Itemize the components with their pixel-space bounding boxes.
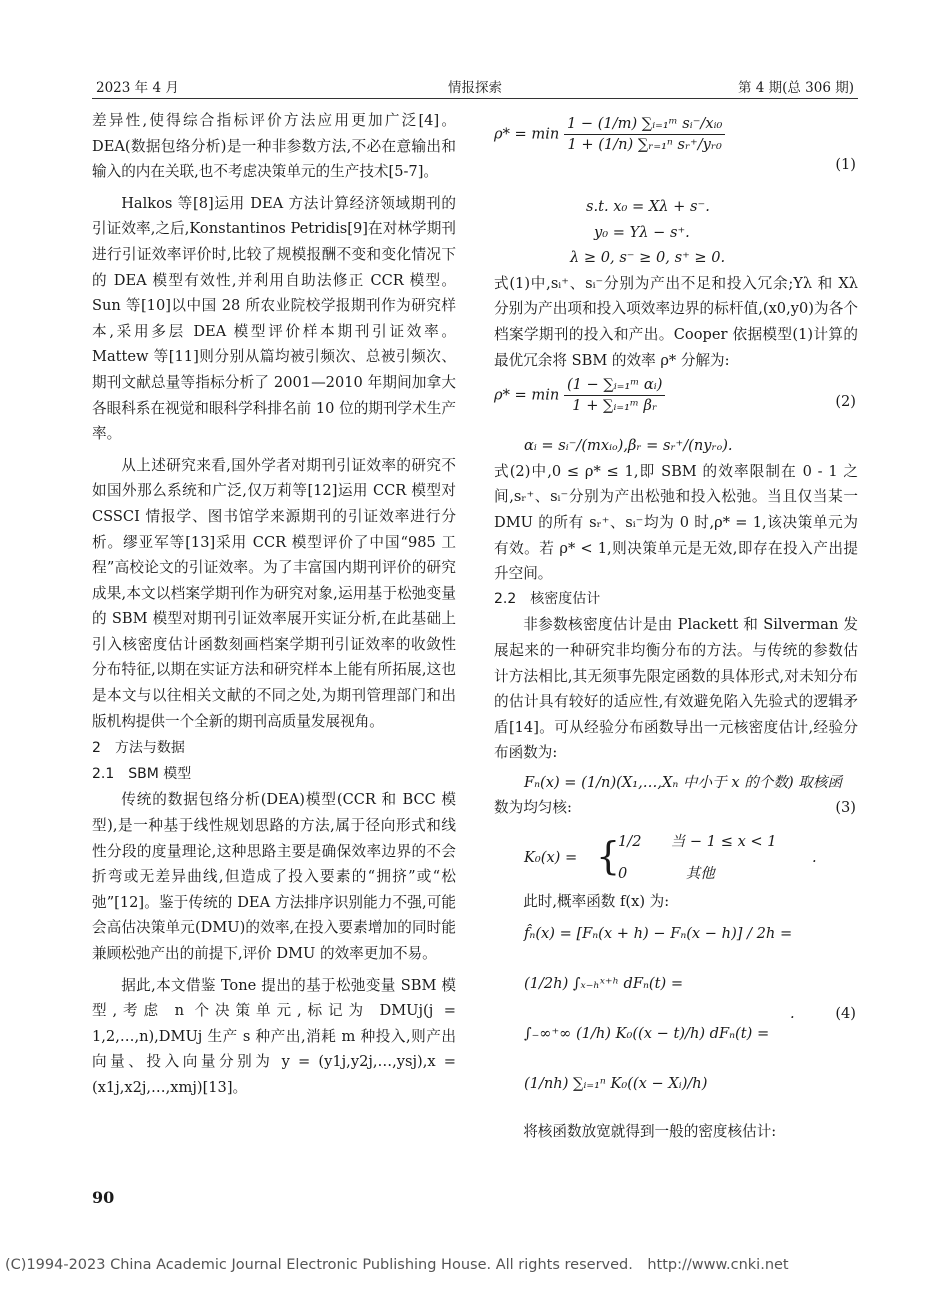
eq2-numerator: (1 − ∑ᵢ₌₁ᵐ αᵢ) — [564, 375, 665, 396]
eq2-definitions: αᵢ = sᵢ⁻/(mxᵢₒ),βᵣ = sᵣ⁺/(nyᵣₒ). — [524, 437, 733, 455]
page-number: 90 — [92, 1188, 115, 1207]
k0-lhs: K₀(x) = — [524, 849, 578, 867]
k0-brace: { — [596, 834, 621, 879]
equation-k0 — [494, 825, 858, 889]
left-column — [92, 108, 456, 1101]
k0-case-2: 0 其他 — [618, 865, 715, 883]
eq1-numerator: 1 − (1/m) ∑ᵢ₌₁ᵐ sᵢ⁻/xᵢ₀ — [564, 114, 725, 135]
section-2-1-heading: 2.1 SBM 模型 — [92, 765, 192, 782]
paragraph-6: 式(1)中,sᵢ⁺、sᵢ⁻分别为产出不足和投入冗余;Yλ 和 Xλ 分别为产出项和投入项效率边界的标杆值,(x0,y0)为各个档案学期刊的投入和产出。Cooper 依据模型(1)计算的最优冗余将 SBM 的效率 ρ* 分解为: — [494, 274, 858, 369]
equation-2 — [494, 373, 858, 433]
paragraph-10: 将核函数放宽就得到一般的密度核估计: — [523, 1122, 777, 1140]
eq4-line-2: (1/2h) ∫ₓ₋ₕˣ⁺ʰ dFₙ(t) = — [524, 974, 684, 992]
eq1-lhs: ρ* = min — [494, 125, 560, 143]
eq2-lhs: ρ* = min — [494, 386, 560, 404]
section-2-heading: 2 方法与数据 — [92, 740, 185, 757]
header-journal: 情报探索 — [448, 80, 502, 96]
paragraph-9: 此时,概率函数 f(x) 为: — [523, 893, 670, 911]
eq1-denominator: 1 + (1/n) ∑ᵣ₌₁ⁿ sᵣ⁺/yᵣ₀ — [567, 136, 722, 153]
header-issue: 第 4 期(总 306 期) — [737, 80, 854, 96]
copyright-footer: (C)1994-2023 China Academic Journal Electronic Publishing House. All rights reserved. http://www.cnki.net — [5, 1257, 789, 1273]
equation-3: Fₙ(x) = (1/n)(X₁,…,Xₙ 中小于 x 的个数) 取核函 — [524, 773, 843, 791]
eq3-number: (3) — [835, 799, 856, 817]
paragraph-7: 式(2)中,0 ≤ ρ* ≤ 1,即 SBM 的效率限制在 0 - 1 之间,sᵣ⁺、sᵢ⁻分别为产出松弛和投入松弛。当且仅当某一 DMU 的所有 sᵣ⁺、sᵢ⁻均为 0 时,ρ* = 1,该决策单元为有效。若 ρ* < 1,则决策单元是无效,即存在投入产出提升空间。 — [494, 462, 858, 583]
paragraph-2: Halkos 等[8]运用 DEA 方法计算经济领域期刊的引证效率,之后,Konstantinos Petridis[9]在对林学期刊进行引证效率评价时,比较了规模报酬不变和变化情况下的 DEA 模型有效性,并利用自助法修正 CCR 模型。Sun 等[10]以中国 28 所农业院校学报期刊作为研究样本,采用多层 DEA 模型评价样本期刊引证效率。Mattew 等[11]则分别从篇均被引频次、总被引频次、期刊文献总量等指标分析了 2001—2010 年期间加拿大各眼科系在视觉和眼科学科排名前 10 位的期刊学术生产率。 — [92, 194, 456, 443]
header-rule — [92, 98, 858, 99]
section-2-2-heading: 2.2 核密度估计 — [494, 590, 601, 607]
right-column — [494, 108, 858, 1144]
eq1-number: (1) — [835, 156, 856, 173]
eq4-line-3: ∫₋∞⁺∞ (1/h) K₀((x − t)/h) dFₙ(t) = — [524, 1024, 770, 1042]
eq3-continuation — [494, 795, 858, 821]
eq3-continuation-text: 数为均匀核: — [494, 799, 572, 817]
paragraph-8: 非参数核密度估计是由 Plackett 和 Silverman 发展起来的一种研究非均衡分布的方法。与传统的参数估计方法相比,其无须事先限定函数的具体形式,对未知分布的估计具有较好的适应性,有效避免陷入先验式的逻辑矛盾[14]。可从经验分布函数导出一元核密度估计,经验分布函数为: — [494, 616, 858, 762]
header-date: 2023 年 4 月 — [96, 80, 179, 96]
paragraph-3: 从上述研究来看,国外学者对期刊引证效率的研究不如国外那么系统和广泛,仅万莉等[12]运用 CCR 模型对 CSSCI 情报学、图书馆学来源期刊的引证效率进行分析。缪亚军等[13]采用 CCR 模型评价了中国“985 工程”高校论文的引证效率。为了丰富国内期刊评价的研究成果,本文以档案学期刊作为研究对象,运用基于松弛变量的 SBM 模型对期刊引证效率展开实证分析,在此基础上引入核密度估计函数刻画档案学期刊引证效率的收敛性分布特征,以期在实证方法和研究样本上能有所拓展,这也是本文与以往相关文献的不同之处,为期刊管理部门和出版机构提供一个全新的期刊高质量发展视角。 — [92, 456, 456, 730]
paragraph-5: 据此,本文借鉴 Tone 提出的基于松弛变量 SBM 模型,考虑 n 个决策单元,标记为 DMUj(j = 1,2,…,n),DMUj 生产 s 种产出,消耗 m 种投入,则产出向量、投入向量分别为 y = (y1j,y2j,…,ysj),x = (x1j,x2j,…,xmj)[13]。 — [92, 976, 456, 1096]
eq2-denominator: 1 + ∑ᵢ₌₁ᵐ βᵣ — [572, 397, 658, 415]
eq4-line-4: (1/nh) ∑ᵢ₌₁ⁿ K₀((x − Xᵢ)/h) — [524, 1074, 708, 1092]
equation-1-objective — [494, 108, 858, 194]
eq1-constraint-2: y₀ = Yλ − s⁺. — [594, 223, 690, 241]
eq4-line-1: f̂ₙ(x) = [Fₙ(x + h) − Fₙ(x − h)] / 2h = — [524, 924, 793, 942]
eq4-number: (4) — [835, 1004, 856, 1022]
eq4-period: . — [790, 1004, 795, 1022]
equation-4 — [494, 915, 858, 1119]
eq2-number: (2) — [835, 393, 856, 411]
k0-case-1: 1/2 当 − 1 ≤ x < 1 — [618, 833, 777, 851]
eq2-fraction — [564, 375, 665, 416]
eq1-constraint-3: λ ≥ 0, s⁻ ≥ 0, s⁺ ≥ 0. — [570, 249, 726, 267]
k0-period: . — [812, 849, 817, 867]
eq1-constraint-1: s.t. x₀ = Xλ + s⁻. — [586, 198, 710, 215]
paragraph-4: 传统的数据包络分析(DEA)模型(CCR 和 BCC 模型),是一种基于线性规划思路的方法,属于径向形式和线性分段的度量理论,这种思路主要是确保效率边界的不会折弯或无差异曲线,但造成了投入要素的“拥挤”或“松弛”[12]。鉴于传统的 DEA 方法排序识别能力不强,可能会高估决策单元(DMU)的效率,在投入要素增加的同时能兼顾松弛产出的前提下,评价 DMU 的效率更加不易。 — [92, 791, 456, 962]
paragraph-1: 差异性,使得综合指标评价方法应用更加广泛[4]。DEA(数据包络分析)是一种非参数方法,不必在意输出和输入的内在关联,也不考虑决策单元的生产技术[5-7]。 — [92, 112, 456, 181]
eq1-fraction — [564, 114, 725, 155]
